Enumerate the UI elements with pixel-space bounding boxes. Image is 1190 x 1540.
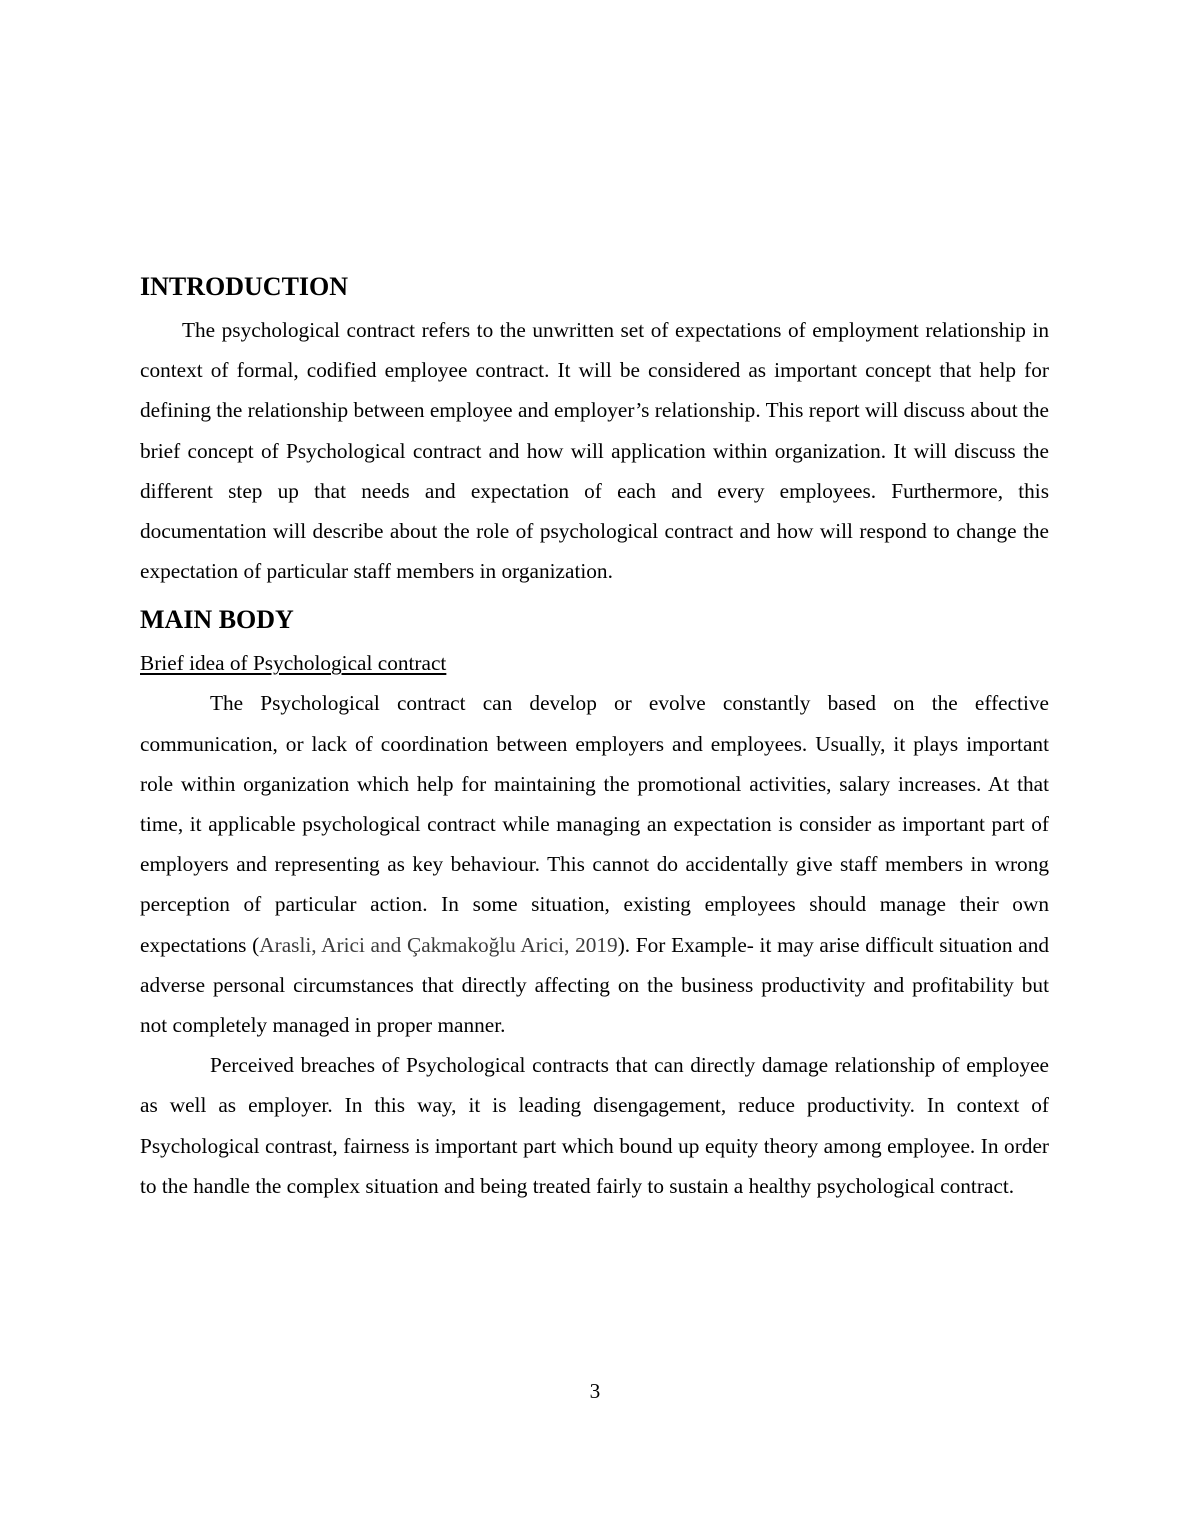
paragraph-1-text-before-citation: The Psychological contract can develop or evolve constantly based on the effective communication, or lack of coordination between employers and employees. Usually, it plays important role within organization which help for maintaining the promotional activities, salary increases. At that time, it applicable psychological contract while managing an expectation is consider as important part of employers and representing as key behaviour. This cannot do accidentally give staff members in wrong perception of particular action. In some situation, existing employees should manage their own expectations (: [140, 691, 1049, 957]
paragraph-1-text-after-citation: ). For Example- it may arise difficult situation and adverse personal circumstances that directly affecting on the business productivity and profitability but not completely managed in proper manner.: [140, 932, 1049, 1038]
main-body-paragraph-2: Perceived breaches of Psychological contracts that can directly damage relationship of employee as well as employer. In this way, it is leading disengagement, reduce productivity. In context of Psychological contrast, fairness is important part which bound up equity theory among employee. In order to the handle the complex situation and being treated fairly to sustain a healthy psychological contract.: [140, 1053, 1049, 1198]
citation: Arasli, Arici and Çakmakoğlu Arici, 2019: [259, 932, 618, 957]
brief-idea-subheading: Brief idea of Psychological contract: [140, 651, 447, 676]
introduction-paragraph: The psychological contract refers to the unwritten set of expectations of employment relationship in context of formal, codified employee contract. It will be considered as important concept that help for defining the relationship between employee and employer’s relationship. This report will discuss about the brief concept of Psychological contract and how will application within organization. It will discuss the different step up that needs and expectation of each and every employees. Furthermore, this documentation will describe about the role of psychological contract and how will respond to change the expectation of particular staff members in organization.: [140, 318, 1049, 584]
main-body-heading: MAIN BODY: [140, 605, 294, 635]
page-content: [140, 268, 1049, 1206]
main-body-paragraph-1: [140, 683, 1049, 1045]
page-number: 3: [589, 1379, 601, 1403]
introduction-heading: INTRODUCTION: [140, 272, 349, 301]
